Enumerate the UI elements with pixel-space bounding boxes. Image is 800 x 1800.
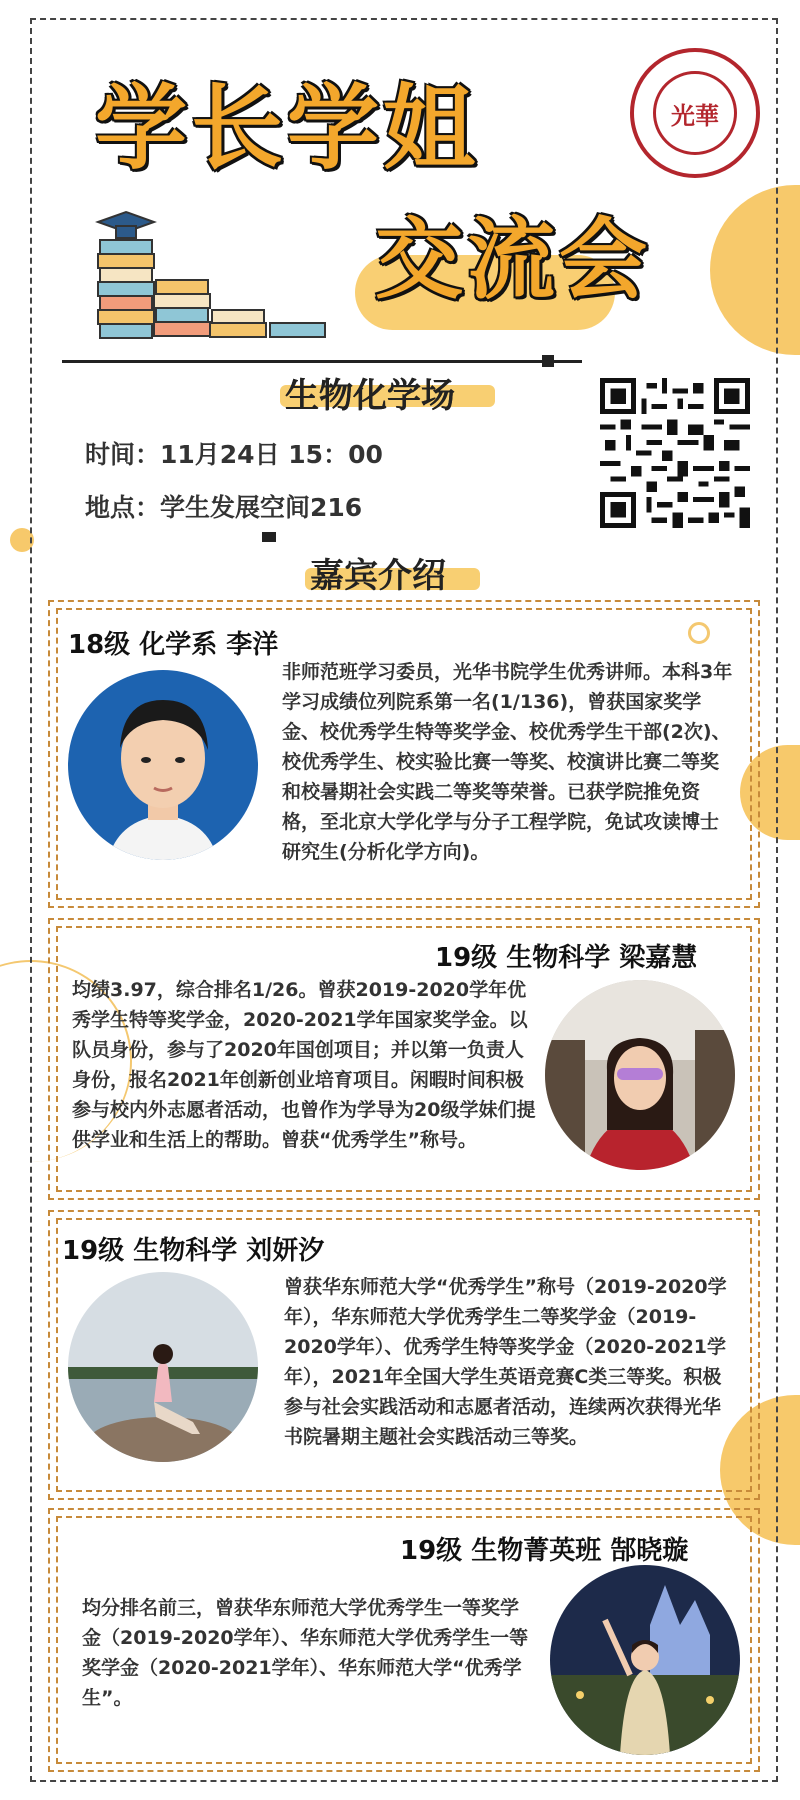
guest-description: 非师范班学习委员，光华书院学生优秀讲师。本科3年学习成绩位列院系第一名(1/136)，曾获国家奖学金、校优秀学生特等奖学金、校优秀学生干部(2次)、校优秀学生、校实验比赛一等奖、校演讲比赛二等奖和校暑期社会实践二等奖等荣誉。已获学院推免资格，至北京大学化学与分子工程学院，免试攻读博士研究生(分析化学方向)。: [282, 661, 733, 863]
college-logo-emblem: [653, 71, 737, 155]
guest-description: 均绩3.97，综合排名1/26。曾获2019-2020学年优秀学生特等奖学金，2020-2021学年国家奖学金。以队员身份，参与了2020年国创项目；并以第一负责人身份，报名2021年创新创业培育项目。闲暇时间积极参与校内外志愿者活动，也曾作为学导为20级学妹们提供学业和生活上的帮助。曾获“优秀学生”称号。: [72, 979, 536, 1151]
poster-title-line-2: 交流会: [375, 208, 652, 311]
poster-title-line-1: 学长学姐: [95, 75, 480, 182]
divider-mark: [262, 532, 276, 542]
guest-name: 18级 化学系 李洋: [68, 630, 279, 660]
qr-code[interactable]: [600, 378, 750, 528]
event-subtitle: 生物化学场: [285, 376, 455, 416]
guest-photo: [550, 1565, 740, 1755]
guest-description: 均分排名前三，曾获华东师范大学优秀学生一等奖学金（2019-2020学年）、华东师范大学优秀学生一等奖学金（2020-2021学年）、华东师范大学“优秀学生”。: [82, 1597, 529, 1709]
section-title: 嘉宾介绍: [310, 556, 446, 596]
guest-photo: [68, 670, 258, 860]
college-logo-glyph: 光華: [671, 101, 719, 130]
guest-name: 19级 生物科学 梁嘉慧: [435, 943, 698, 973]
event-time: 时间：11月24日 15：00: [85, 440, 383, 469]
guest-name: 19级 生物科学 刘妍汐: [62, 1236, 325, 1266]
books-graduation-icon: [90, 200, 330, 340]
guest-name: 19级 生物菁英班 郜晓璇: [400, 1536, 689, 1566]
guest-photo: [545, 980, 735, 1170]
guest-photo: [68, 1272, 258, 1462]
guest-description: 曾获华东师范大学“优秀学生”称号（2019-2020学年），华东师范大学优秀学生二等奖学金（2019-2020学年）、优秀学生特等奖学金（2020-2021学年），2021年全国大学生英语竞赛C类三等奖。积极参与社会实践活动和志愿者活动，连续两次获得光华书院暑期主题社会实践活动三等奖。: [284, 1276, 727, 1448]
college-logo: [630, 48, 760, 178]
event-place: 地点：学生发展空间216: [85, 493, 363, 522]
